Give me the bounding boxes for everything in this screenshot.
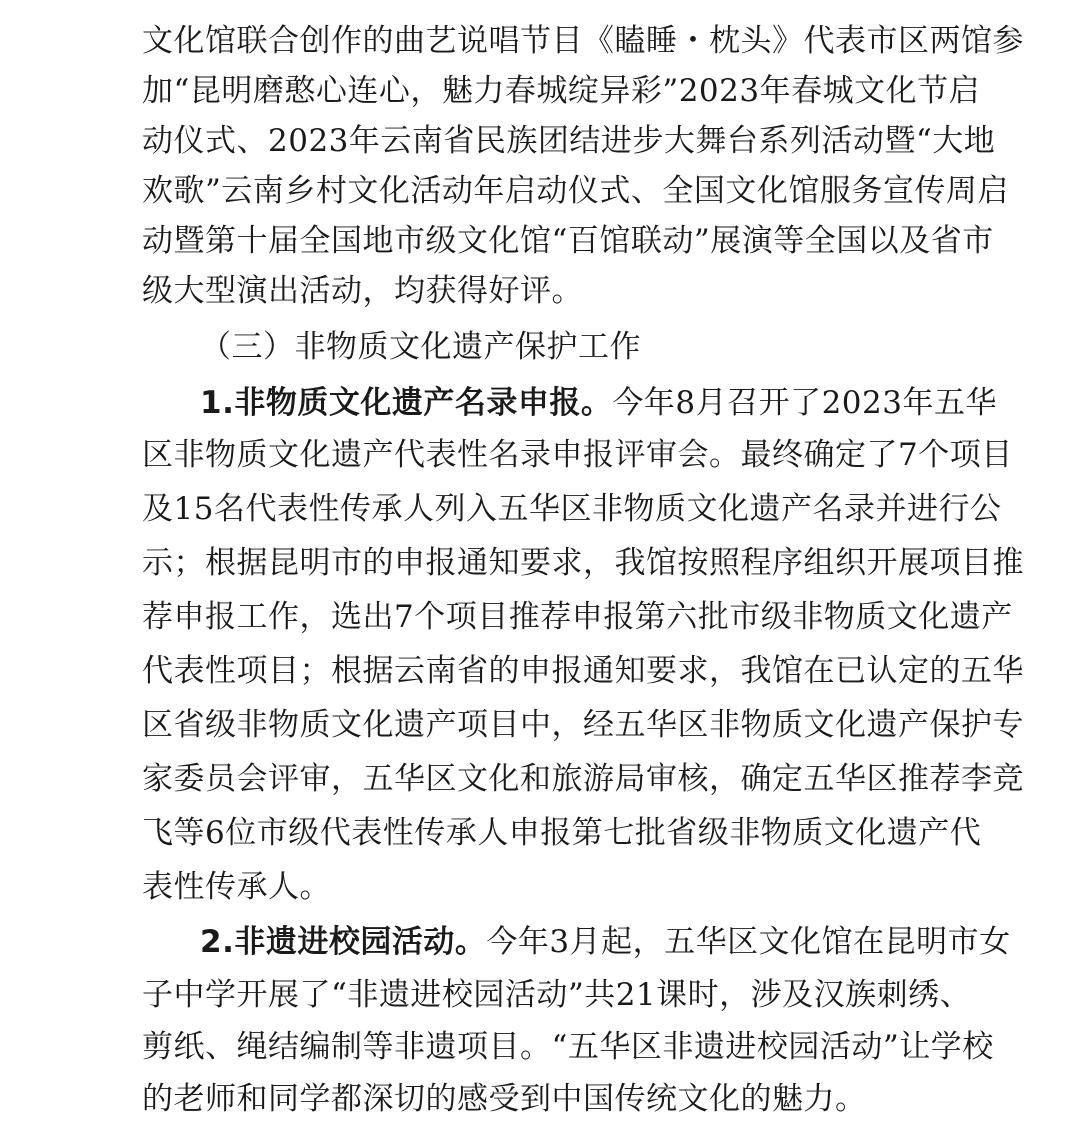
paragraph-line bbox=[0, 16, 1080, 66]
paragraph-line bbox=[0, 166, 1080, 216]
line-text: 的老师和同学都深切的感受到中国传统文化的魅力。 bbox=[142, 1081, 867, 1117]
item-1-first-line bbox=[0, 378, 1080, 428]
paragraph-line bbox=[0, 862, 1080, 912]
item-1-lead bbox=[200, 378, 997, 428]
line-text: 代表性项目；根据云南省的申报通知要求，我馆在已认定的五华 bbox=[142, 653, 1024, 689]
item-1-lead-text: 1.非物质文化遗产名录申报。 bbox=[200, 385, 613, 421]
paragraph-line bbox=[0, 700, 1080, 750]
line-text: 家委员会评审，五华区文化和旅游局审核，确定五华区推荐李竞 bbox=[142, 761, 1024, 797]
paragraph-line bbox=[0, 430, 1080, 480]
section-heading bbox=[0, 322, 1080, 372]
item-2-first-line bbox=[0, 917, 1080, 967]
line-text: 示；根据昆明市的申报通知要求，我馆按照程序组织开展项目推 bbox=[142, 545, 1024, 581]
paragraph-line bbox=[0, 808, 1080, 858]
line-text: 表性传承人。 bbox=[142, 869, 331, 905]
line-text: 动仪式、2023年云南省民族团结进步大舞台系列活动暨“大地 bbox=[142, 123, 996, 159]
paragraph-line bbox=[0, 116, 1080, 166]
line-text: 荐申报工作，选出7个项目推荐申报第六批市级非物质文化遗产 bbox=[142, 599, 1013, 635]
item-1-rest-text: 今年8月召开了2023年五华 bbox=[612, 385, 997, 421]
paragraph-line bbox=[0, 592, 1080, 642]
line-text: 区非物质文化遗产代表性名录申报评审会。最终确定了7个项目 bbox=[142, 437, 1013, 473]
paragraph-line bbox=[0, 216, 1080, 266]
paragraph-line bbox=[0, 754, 1080, 804]
line-text: 文化馆联合创作的曲艺说唱节目《瞌睡・枕头》代表市区两馆参 bbox=[142, 23, 1024, 59]
paragraph-line bbox=[0, 1074, 1080, 1124]
line-text: 剪纸、绳结编制等非遗项目。“五华区非遗进校园活动”让学校 bbox=[142, 1029, 994, 1065]
paragraph-line bbox=[0, 538, 1080, 588]
paragraph-line bbox=[0, 266, 1080, 316]
line-text: 区省级非物质文化遗产项目中，经五华区非物质文化遗产保护专 bbox=[142, 707, 1024, 743]
paragraph-line bbox=[0, 66, 1080, 116]
item-2-lead bbox=[200, 917, 1011, 967]
paragraph-line bbox=[0, 484, 1080, 534]
line-text: 飞等6位市级代表性传承人申报第七批省级非物质文化遗产代 bbox=[142, 815, 982, 851]
paragraph-line bbox=[0, 970, 1080, 1020]
line-text: 及15名代表性传承人列入五华区非物质文化遗产名录并进行公 bbox=[142, 491, 1002, 527]
line-text: 级大型演出活动，均获得好评。 bbox=[142, 273, 583, 309]
item-2-lead-text: 2.非遗进校园活动。 bbox=[200, 924, 487, 960]
line-text: 子中学开展了“非遗进校园活动”共21课时，涉及汉族刺绣、 bbox=[142, 977, 972, 1013]
paragraph-line bbox=[0, 646, 1080, 696]
paragraph-line bbox=[0, 1022, 1080, 1072]
line-text: 加“昆明磨憨心连心，魅力春城绽异彩”2023年春城文化节启 bbox=[142, 73, 981, 109]
line-text: 欢歌”云南乡村文化活动年启动仪式、全国文化馆服务宣传周启 bbox=[142, 173, 1009, 209]
item-2-rest-text: 今年3月起，五华区文化馆在昆明市女 bbox=[486, 924, 1011, 960]
section-heading-text: （三）非物质文化遗产保护工作 bbox=[200, 329, 641, 365]
line-text: 动暨第十届全国地市级文化馆“百馆联动”展演等全国以及省市 bbox=[142, 223, 994, 259]
